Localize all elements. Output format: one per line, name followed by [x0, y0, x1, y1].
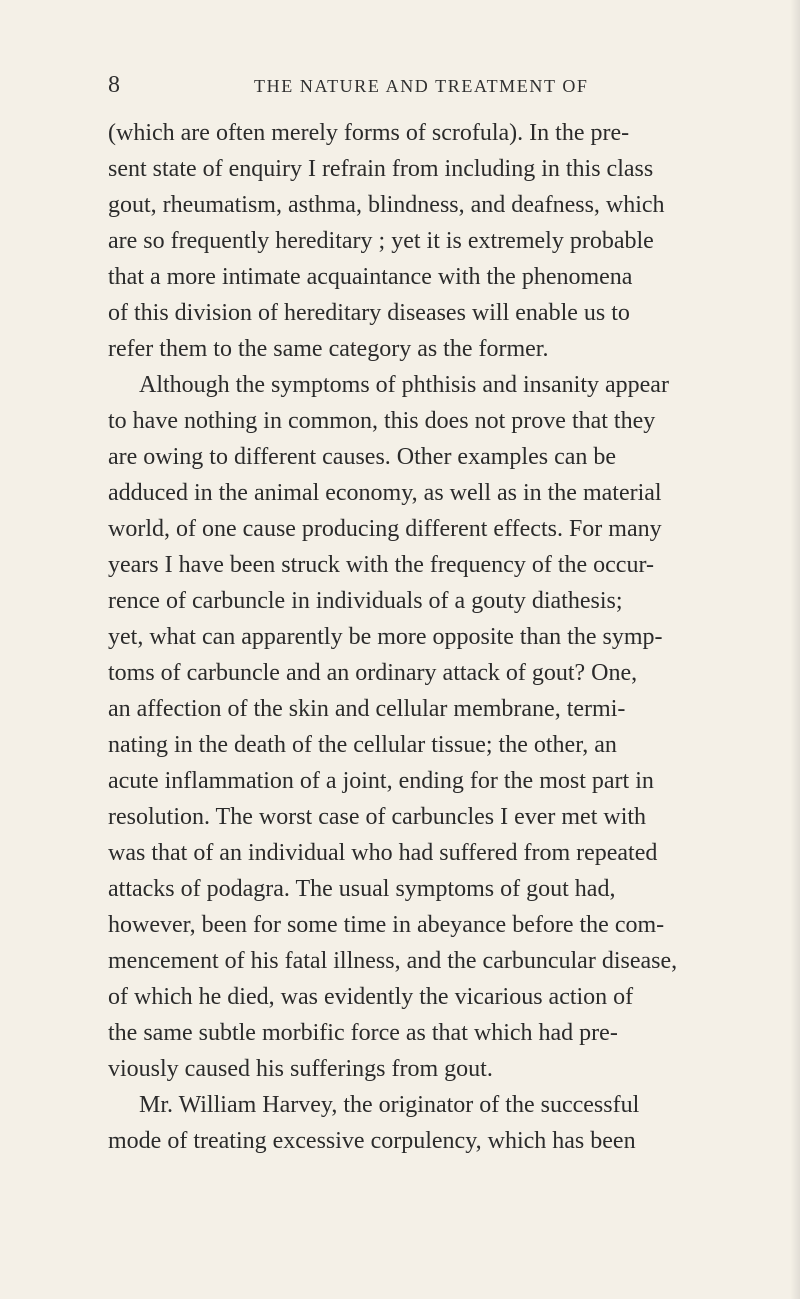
paragraph-start-line: Mr. William Harvey, the originator of the successful — [139, 1092, 640, 1118]
text-line: an affection of the skin and cellular membrane, termi- — [108, 696, 626, 722]
paragraph-start-line: Although the symptoms of phthisis and insanity appear — [139, 372, 669, 398]
text-line: are owing to different causes. Other examples can be — [108, 444, 617, 470]
text-line: are so frequently hereditary ; yet it is extremely probable — [108, 228, 654, 254]
page-edge-shadow — [790, 0, 800, 1299]
body-text — [108, 115, 728, 1159]
text-line: yet, what can apparently be more opposite than the symp- — [108, 624, 663, 650]
page-number: 8 — [108, 72, 120, 98]
text-line: toms of carbuncle and an ordinary attack of gout? One, — [108, 660, 638, 686]
text-line: mode of treating excessive corpulency, which has been — [108, 1128, 636, 1154]
text-line: resolution. The worst case of carbuncles I ever met with — [108, 804, 647, 830]
text-line: gout, rheumatism, asthma, blindness, and deafness, which — [108, 192, 665, 218]
text-line: acute inflammation of a joint, ending for the most part in — [108, 768, 654, 794]
running-title: THE NATURE AND TREATMENT OF — [254, 76, 589, 96]
text-line: adduced in the animal economy, as well as in the material — [108, 480, 662, 506]
text-line: attacks of podagra. The usual symptoms of gout had, — [108, 876, 616, 902]
text-line: was that of an individual who had suffered from repeated — [108, 840, 658, 866]
text-line: refer them to the same category as the former. — [108, 336, 549, 362]
text-line: mencement of his fatal illness, and the carbuncular disease, — [108, 948, 678, 974]
page-header — [108, 70, 708, 100]
text-line: of which he died, was evidently the vicarious action of — [108, 984, 634, 1010]
text-line: the same subtle morbific force as that which had pre- — [108, 1020, 618, 1046]
text-line: viously caused his sufferings from gout. — [108, 1056, 493, 1082]
text-line: years I have been struck with the frequency of the occur- — [108, 552, 654, 578]
text-line: that a more intimate acquaintance with the phenomena — [108, 264, 633, 290]
text-line: rence of carbuncle in individuals of a gouty diathesis; — [108, 588, 623, 614]
text-line: however, been for some time in abeyance before the com- — [108, 912, 665, 938]
text-line: sent state of enquiry I refrain from including in this class — [108, 156, 654, 182]
text-line: (which are often merely forms of scrofula). In the pre- — [108, 120, 630, 146]
text-line: of this division of hereditary diseases will enable us to — [108, 300, 630, 326]
text-line: nating in the death of the cellular tissue; the other, an — [108, 732, 617, 758]
text-line: to have nothing in common, this does not prove that they — [108, 408, 656, 434]
text-line: world, of one cause producing different effects. For many — [108, 516, 662, 542]
